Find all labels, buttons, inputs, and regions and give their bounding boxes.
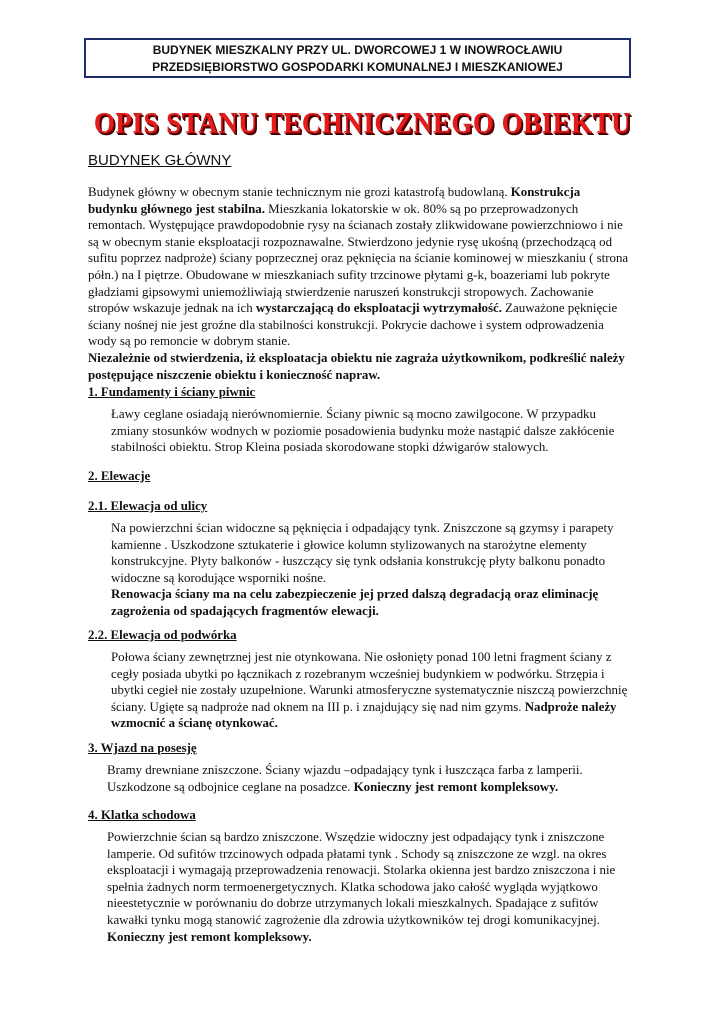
section-1-text: Ławy ceglane osiadają nierównomiernie. Ściany piwnic są mocno zawilgocone. W przypadku zmiany stosunków wodnych w poziomie posadowienia budynku może nastąpić dalsze zakłócenie stabilności obiektu. Strop Kleina posiada skorodowane stopki dźwigarów stalowych. — [111, 407, 615, 455]
main-section-body — [88, 184, 630, 383]
section-4-body — [107, 829, 635, 945]
section-1-body — [111, 406, 631, 456]
main-section-heading: BUDYNEK GŁÓWNY — [88, 152, 232, 169]
section-4-text: Powierzchnie ścian są bardzo zniszczone. Wszędzie widoczny jest odpadający tynk i zniszczone lamperie. Od sufitów trzcinowych odpada płatami tynk . Schody są zniszczone ze wzgl. na okres eksploatacji i wymagają przeprowadzenia renowacji. Stolarka okienna jest bardzo zniszczona i nie spełnia żadnych norm termoenergetycznych. Klatka schodowa jako całość wygląda wyjątkowo nieestetycznie w porównaniu do dobrze utrzymanych lokali mieszkalnych. Spadające z sufitów kawałki tynku mogą stanowić zagrożenie dla zdrowia użytkowników tej drogi komunikacyjnej. Konieczny jest remont kompleksowy. — [107, 830, 616, 944]
section-2-1-heading: 2.1. Elewacja od ulicy — [88, 499, 208, 513]
document-header — [84, 38, 631, 78]
section-2-1-conclusion: Renowacja ściany ma na celu zabezpieczenie jej przed dalszą degradacją oraz eliminację zagrożenia od spadających fragmentów elewacji. — [111, 587, 599, 618]
section-3-heading: 3. Wjazd na posesję — [88, 741, 197, 755]
main-paragraph-1: Budynek główny w obecnym stanie technicznym nie grozi katastrofą budowlaną. Konstrukcja budynku głównego jest stabilna. Mieszkania lokatorskie w ok. 80% są po przeprowadzonych remontach. Występujące prawdopodobnie rysy na ścianach zostały zlikwidowane powierzchniowo i nie są w obecnym stanie eksploatacji rozpoznawalne. Stwierdzono jedynie rysę ukośną (przechodzącą od sufitu poprzez nadproże) ściany poprzecznej oraz pęknięcia na ścianie kominowej w mieszkaniu ( strona półn.) na I piętrze. Obudowane w mieszkaniach sufity trzcinowe płytami g-k, boazeriami lub pokryte gładziami gipsowymi uniemożliwiają stwierdzenie naruszeń konstrukcji stropowych. Zachowanie stropów wskazuje jednak na ich wystarczającą do eksploatacji wytrzymałość. Zauważone pęknięcie ściany nośnej nie jest groźne dla stabilności konstrukcji. Pokrycie dachowe i system odprowadzenia wody są po remoncie w dobrym stanie. — [88, 185, 629, 349]
section-2-2-body — [111, 649, 635, 732]
section-2-1-text: Na powierzchni ścian widoczne są pęknięcia i odpadający tynk. Zniszczone są gzymsy i parapety kamienne . Uszkodzone sztukaterie i głowice kolumn stylizowanych na starożytne elementy konstrukcyjne. Płyty balkonów - łuszczący się tynk odsłania konstrukcję płyty balkonu ponadto widoczne są korodujące wsporniki nośne. — [111, 521, 614, 585]
section-2-heading: 2. Elewacje — [88, 469, 151, 483]
header-line-1: BUDYNEK MIESZKALNY PRZY UL. DWORCOWEJ 1 W INOWROCŁAWIU — [152, 43, 563, 57]
section-3-text: Bramy drewniane zniszczone. Ściany wjazdu –odpadający tynk i łuszcząca farba z lamperii. Uszkodzone są odbojnice ceglane na posadzce. Konieczny jest remont kompleksowy. — [107, 763, 583, 794]
main-paragraph-2: Niezależnie od stwierdzenia, iż eksploatacja obiektu nie zagraża użytkownikom, podkreślić należy postępujące niszczenie obiektu i konieczność napraw. — [88, 350, 625, 382]
section-2-2-text: Połowa ściany zewnętrznej jest nie otynkowana. Nie osłonięty ponad 100 letni fragment ściany z cegły posiada ubytki po łącznikach z rozebranym wcześniej budynkiem w podwórku. Strzępia i ubytki cegieł nie zostały uzupełnione. Warunki atmosferyczne systematycznie niszczą powierzchnię ściany. Ugięte są nadproże nad oknem na III p. i znajdujący się nad nim gzyms. Nadproże należy wzmocnić a ścianę otynkować. — [111, 650, 628, 731]
section-1-heading: 1. Fundamenty i ściany piwnic — [88, 385, 256, 399]
section-2-2-heading: 2.2. Elewacja od podwórka — [88, 628, 237, 642]
document-title: OPIS STANU TECHNICZNEGO OBIEKTU — [93, 106, 632, 140]
section-3-body — [107, 762, 607, 795]
section-2-1-body — [111, 520, 639, 620]
header-line-2: PRZEDSIĘBIORSTWO GOSPODARKI KOMUNALNEJ I MIESZKANIOWEJ — [152, 60, 563, 74]
section-4-heading: 4. Klatka schodowa — [88, 808, 196, 822]
